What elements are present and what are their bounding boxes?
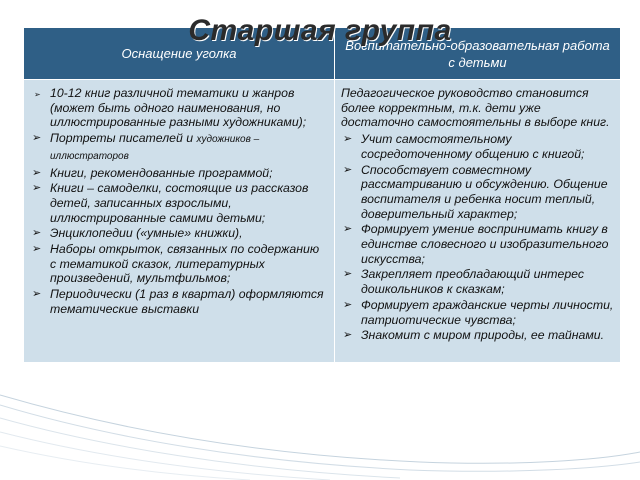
list-item: ➢ Портреты писателей и художников – иллюстраторов xyxy=(32,131,260,162)
list-item: ➢ Книги, рекомендованные программой; xyxy=(32,165,273,180)
arrow-bullet-icon: ➢ xyxy=(343,268,353,281)
header-educational-work: Воспитательно-образовательная работа с детьми xyxy=(335,28,621,80)
list-item: ➢ Энциклопедии («умные» книжки), xyxy=(32,226,243,241)
arrow-bullet-icon: ➢ xyxy=(343,223,353,236)
list-item: ➢ Формирует умение воспринимать книгу в единстве словесного и изобразительного искусства; xyxy=(343,222,609,266)
slide-title: Старшая группа xyxy=(188,14,452,47)
list-item: ➢ Знакомит с миром природы, ее тайнами. xyxy=(343,328,605,343)
arrow-bullet-icon: ➢ xyxy=(34,90,41,99)
arrow-bullet-icon: ➢ xyxy=(32,288,42,301)
arrow-bullet-icon: ➢ xyxy=(343,133,353,146)
list-item: ➢ 10-12 книг различной тематики и жанров (может быть одного наименования, но иллюстрированные разными художниками); xyxy=(34,86,307,130)
educational-work-list xyxy=(341,132,614,343)
arrow-bullet-icon: ➢ xyxy=(32,243,42,256)
list-item: ➢ Способствует совместному рассматриванию и обсуждению. Общение воспитателя и ребенка носит теплый, доверительный характер; xyxy=(343,162,608,221)
list-item: ➢ Учит самостоятельному сосредоточенному общению с книгой; xyxy=(343,132,585,161)
list-item: ➢ Наборы открыток, связанных по содержанию с тематикой сказок, литературных произведений, мультфильмов; xyxy=(32,242,320,286)
arrow-bullet-icon: ➢ xyxy=(343,163,353,176)
arrow-bullet-icon: ➢ xyxy=(32,132,42,145)
table-row xyxy=(24,80,621,363)
equipment-cell xyxy=(24,80,335,363)
arrow-bullet-icon: ➢ xyxy=(32,166,42,179)
list-item: ➢ Книги – самоделки, состоящие из рассказов детей, записанных взрослыми, иллюстрированные самими детьми; xyxy=(32,181,309,225)
arrow-bullet-icon: ➢ xyxy=(32,227,42,240)
list-item: ➢ Формирует гражданские черты личности, патриотические чувства; xyxy=(343,297,614,327)
equipment-list xyxy=(30,86,328,317)
arrow-bullet-icon: ➢ xyxy=(32,182,42,195)
intro-text: Педагогическое руководство становится более корректным, т.к. дети уже достаточно самостоятельны в выборе книг. xyxy=(341,86,610,130)
header-equipment: Оснащение уголка xyxy=(24,28,335,80)
educational-work-cell xyxy=(335,80,621,363)
list-item: ➢ Периодически (1 раз в квартал) оформляются тематические выставки xyxy=(32,287,324,316)
arrow-bullet-icon: ➢ xyxy=(343,298,353,311)
arrow-bullet-icon: ➢ xyxy=(343,329,353,342)
list-item: ➢ Закрепляет преобладающий интерес дошкольников к сказкам; xyxy=(343,267,585,297)
content-table xyxy=(23,27,621,363)
